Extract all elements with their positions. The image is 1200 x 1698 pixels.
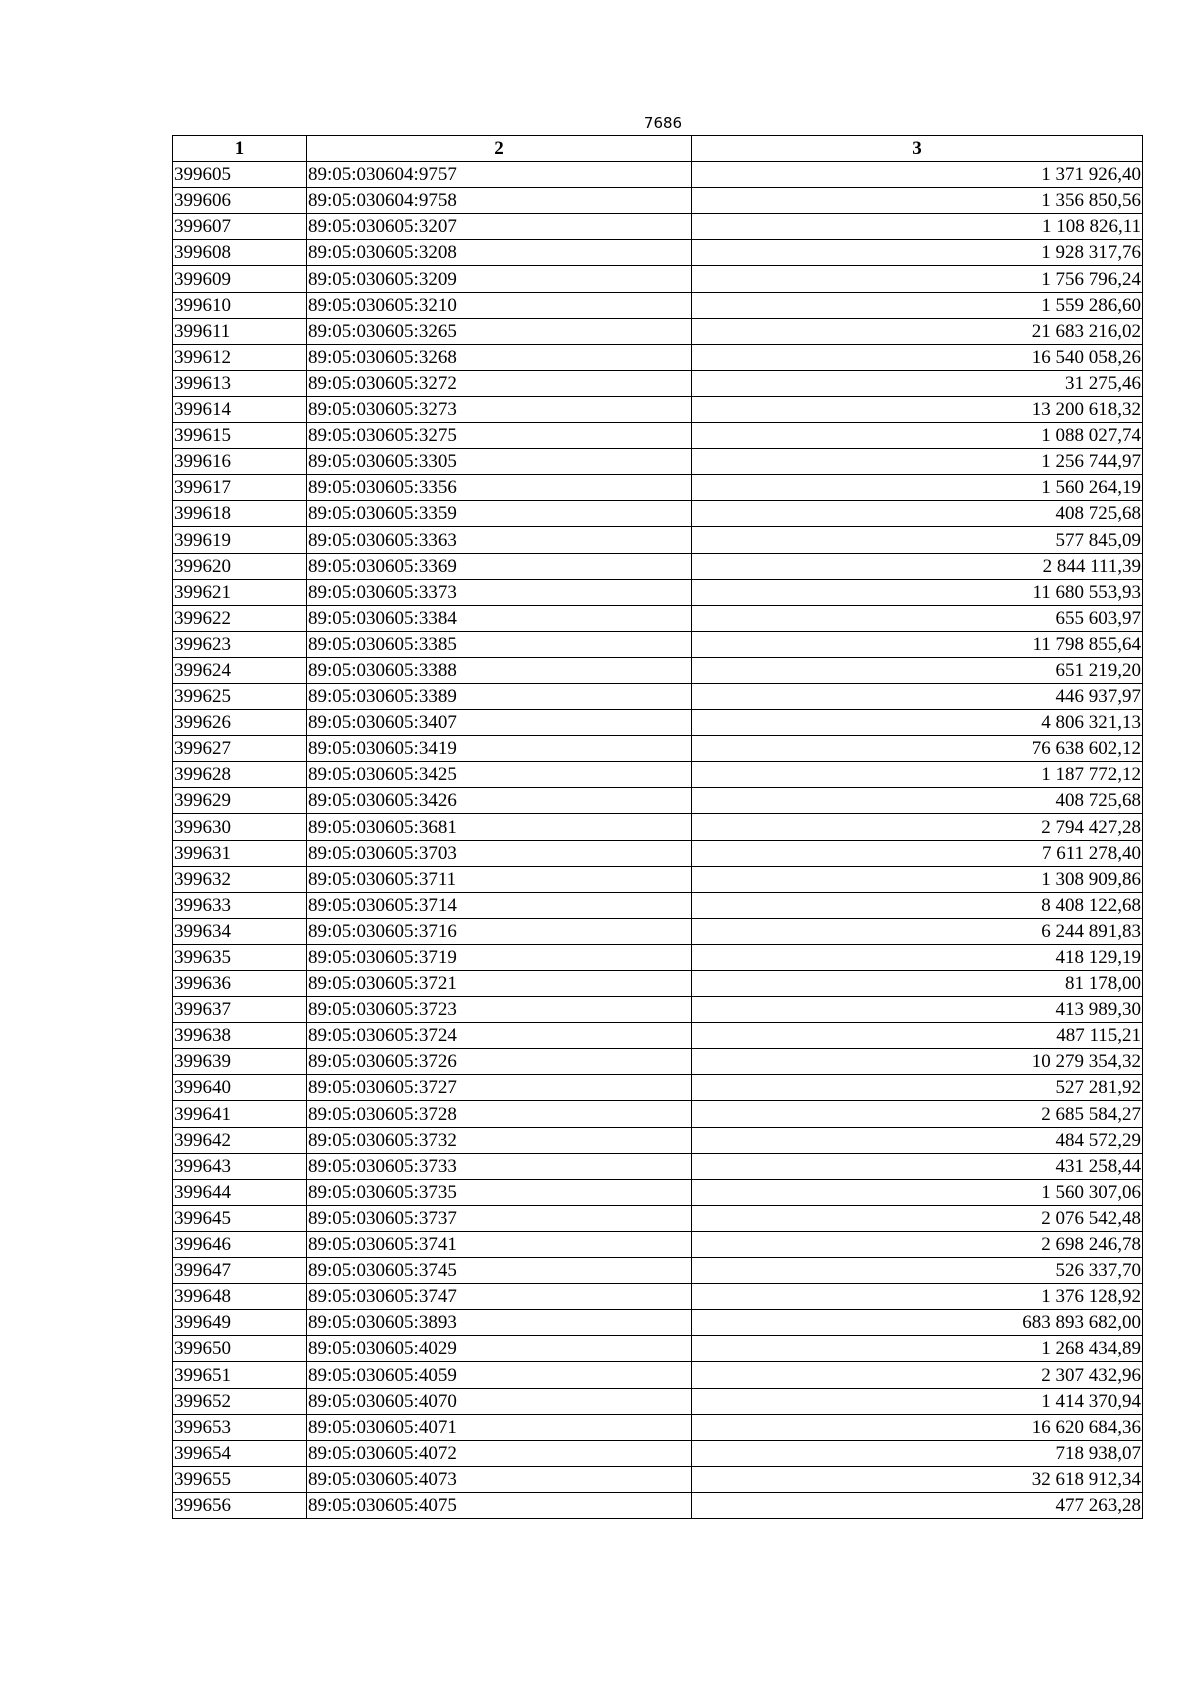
table-row: [173, 1362, 1143, 1388]
table-row: [173, 840, 1143, 866]
cadastral-number-cell: 89:05:030605:3207: [307, 214, 692, 240]
value-cell: 487 115,21: [692, 1023, 1143, 1049]
value-cell: 32 618 912,34: [692, 1466, 1143, 1492]
row-number-cell: 399656: [173, 1492, 307, 1518]
table-row: [173, 344, 1143, 370]
value-cell: 2 698 246,78: [692, 1231, 1143, 1257]
value-cell: 31 275,46: [692, 370, 1143, 396]
table-row: [173, 188, 1143, 214]
row-number-cell: 399647: [173, 1258, 307, 1284]
table-row: [173, 501, 1143, 527]
page-number: 7686: [643, 114, 683, 132]
row-number-cell: 399611: [173, 318, 307, 344]
value-cell: 527 281,92: [692, 1075, 1143, 1101]
table-row: [173, 1023, 1143, 1049]
table-row: [173, 318, 1143, 344]
table-row: [173, 214, 1143, 240]
table-row: [173, 736, 1143, 762]
table-row: [173, 1049, 1143, 1075]
row-number-cell: 399623: [173, 631, 307, 657]
cadastral-number-cell: 89:05:030605:3272: [307, 370, 692, 396]
row-number-cell: 399620: [173, 553, 307, 579]
value-cell: 1 560 307,06: [692, 1179, 1143, 1205]
table-row: [173, 944, 1143, 970]
cadastral-number-cell: 89:05:030605:3209: [307, 266, 692, 292]
cadastral-number-cell: 89:05:030605:3385: [307, 631, 692, 657]
cadastral-number-cell: 89:05:030605:4071: [307, 1414, 692, 1440]
value-cell: 4 806 321,13: [692, 710, 1143, 736]
cadastral-number-cell: 89:05:030605:3711: [307, 866, 692, 892]
cadastral-number-cell: 89:05:030605:3275: [307, 423, 692, 449]
table-row: [173, 449, 1143, 475]
cadastral-number-cell: 89:05:030605:3305: [307, 449, 692, 475]
row-number-cell: 399615: [173, 423, 307, 449]
cadastral-number-cell: 89:05:030605:3728: [307, 1101, 692, 1127]
row-number-cell: 399625: [173, 683, 307, 709]
value-cell: 408 725,68: [692, 501, 1143, 527]
table-row: [173, 579, 1143, 605]
table-row: [173, 866, 1143, 892]
value-cell: 2 076 542,48: [692, 1205, 1143, 1231]
value-cell: 1 356 850,56: [692, 188, 1143, 214]
row-number-cell: 399636: [173, 971, 307, 997]
value-cell: 1 187 772,12: [692, 762, 1143, 788]
row-number-cell: 399648: [173, 1284, 307, 1310]
value-cell: 2 307 432,96: [692, 1362, 1143, 1388]
cadastral-number-cell: 89:05:030605:3208: [307, 240, 692, 266]
cadastral-number-cell: 89:05:030605:3747: [307, 1284, 692, 1310]
cadastral-number-cell: 89:05:030605:4073: [307, 1466, 692, 1492]
row-number-cell: 399632: [173, 866, 307, 892]
table-row: [173, 266, 1143, 292]
row-number-cell: 399639: [173, 1049, 307, 1075]
row-number-cell: 399634: [173, 918, 307, 944]
value-cell: 16 540 058,26: [692, 344, 1143, 370]
row-number-cell: 399612: [173, 344, 307, 370]
value-cell: 683 893 682,00: [692, 1310, 1143, 1336]
row-number-cell: 399635: [173, 944, 307, 970]
cadastral-number-cell: 89:05:030605:3723: [307, 997, 692, 1023]
row-number-cell: 399631: [173, 840, 307, 866]
table-row: [173, 1179, 1143, 1205]
row-number-cell: 399626: [173, 710, 307, 736]
cadastral-number-cell: 89:05:030605:4029: [307, 1336, 692, 1362]
cadastral-number-cell: 89:05:030605:3384: [307, 605, 692, 631]
value-cell: 408 725,68: [692, 788, 1143, 814]
row-number-cell: 399637: [173, 997, 307, 1023]
row-number-cell: 399638: [173, 1023, 307, 1049]
row-number-cell: 399642: [173, 1127, 307, 1153]
cadastral-number-cell: 89:05:030605:3733: [307, 1153, 692, 1179]
row-number-cell: 399654: [173, 1440, 307, 1466]
value-cell: 1 308 909,86: [692, 866, 1143, 892]
cadastral-number-cell: 89:05:030605:3721: [307, 971, 692, 997]
table-row: [173, 527, 1143, 553]
cadastral-number-cell: 89:05:030605:3363: [307, 527, 692, 553]
value-cell: 651 219,20: [692, 657, 1143, 683]
table-row: [173, 475, 1143, 501]
cadastral-number-cell: 89:05:030605:3745: [307, 1258, 692, 1284]
value-cell: 11 798 855,64: [692, 631, 1143, 657]
value-cell: 1 756 796,24: [692, 266, 1143, 292]
value-cell: 526 337,70: [692, 1258, 1143, 1284]
row-number-cell: 399633: [173, 892, 307, 918]
row-number-cell: 399609: [173, 266, 307, 292]
table-row: [173, 997, 1143, 1023]
table-row: [173, 1466, 1143, 1492]
value-cell: 1 376 128,92: [692, 1284, 1143, 1310]
cadastral-number-cell: 89:05:030605:3426: [307, 788, 692, 814]
cadastral-number-cell: 89:05:030605:4070: [307, 1388, 692, 1414]
row-number-cell: 399622: [173, 605, 307, 631]
cadastral-number-cell: 89:05:030605:4075: [307, 1492, 692, 1518]
cadastral-number-cell: 89:05:030605:3265: [307, 318, 692, 344]
table-row: [173, 1492, 1143, 1518]
value-cell: 1 108 826,11: [692, 214, 1143, 240]
row-number-cell: 399624: [173, 657, 307, 683]
row-number-cell: 399610: [173, 292, 307, 318]
cadastral-number-cell: 89:05:030605:3724: [307, 1023, 692, 1049]
cadastral-number-cell: 89:05:030605:3419: [307, 736, 692, 762]
row-number-cell: 399616: [173, 449, 307, 475]
table-row: [173, 1388, 1143, 1414]
row-number-cell: 399643: [173, 1153, 307, 1179]
value-cell: 7 611 278,40: [692, 840, 1143, 866]
row-number-cell: 399613: [173, 370, 307, 396]
table-row: [173, 1153, 1143, 1179]
row-number-cell: 399618: [173, 501, 307, 527]
row-number-cell: 399644: [173, 1179, 307, 1205]
table-row: [173, 918, 1143, 944]
value-cell: 2 844 111,39: [692, 553, 1143, 579]
value-cell: 81 178,00: [692, 971, 1143, 997]
value-cell: 2 685 584,27: [692, 1101, 1143, 1127]
value-cell: 1 268 434,89: [692, 1336, 1143, 1362]
table-row: [173, 370, 1143, 396]
value-cell: 431 258,44: [692, 1153, 1143, 1179]
cadastral-number-cell: 89:05:030605:3714: [307, 892, 692, 918]
table-row: [173, 1284, 1143, 1310]
table-row: [173, 1231, 1143, 1257]
table-header-row: [173, 136, 1143, 162]
row-number-cell: 399630: [173, 814, 307, 840]
cadastral-number-cell: 89:05:030604:9758: [307, 188, 692, 214]
value-cell: 484 572,29: [692, 1127, 1143, 1153]
row-number-cell: 399653: [173, 1414, 307, 1440]
value-cell: 76 638 602,12: [692, 736, 1143, 762]
row-number-cell: 399640: [173, 1075, 307, 1101]
cadastral-number-cell: 89:05:030605:3268: [307, 344, 692, 370]
cadastral-number-cell: 89:05:030605:3210: [307, 292, 692, 318]
value-cell: 655 603,97: [692, 605, 1143, 631]
value-cell: 16 620 684,36: [692, 1414, 1143, 1440]
row-number-cell: 399619: [173, 527, 307, 553]
value-cell: 6 244 891,83: [692, 918, 1143, 944]
value-cell: 8 408 122,68: [692, 892, 1143, 918]
value-cell: 1 414 370,94: [692, 1388, 1143, 1414]
table-row: [173, 814, 1143, 840]
cadastral-number-cell: 89:05:030605:4072: [307, 1440, 692, 1466]
value-cell: 718 938,07: [692, 1440, 1143, 1466]
cadastral-number-cell: 89:05:030605:3735: [307, 1179, 692, 1205]
value-cell: 11 680 553,93: [692, 579, 1143, 605]
cadastral-number-cell: 89:05:030605:3359: [307, 501, 692, 527]
cadastral-number-cell: 89:05:030605:3425: [307, 762, 692, 788]
value-cell: 10 279 354,32: [692, 1049, 1143, 1075]
table-row: [173, 1127, 1143, 1153]
value-cell: 1 371 926,40: [692, 162, 1143, 188]
table-row: [173, 292, 1143, 318]
table-row: [173, 1258, 1143, 1284]
table-row: [173, 240, 1143, 266]
table-row: [173, 1310, 1143, 1336]
row-number-cell: 399617: [173, 475, 307, 501]
table-row: [173, 971, 1143, 997]
column-header-2: 2: [307, 136, 692, 162]
cadastral-number-cell: 89:05:030605:3681: [307, 814, 692, 840]
cadastral-number-cell: 89:05:030605:3388: [307, 657, 692, 683]
cadastral-number-cell: 89:05:030605:3893: [307, 1310, 692, 1336]
table-row: [173, 892, 1143, 918]
row-number-cell: 399627: [173, 736, 307, 762]
table-row: [173, 762, 1143, 788]
table-row: [173, 710, 1143, 736]
cadastral-number-cell: 89:05:030605:3741: [307, 1231, 692, 1257]
table-row: [173, 1101, 1143, 1127]
cadastral-number-cell: 89:05:030605:3356: [307, 475, 692, 501]
value-cell: 446 937,97: [692, 683, 1143, 709]
cadastral-number-cell: 89:05:030605:3732: [307, 1127, 692, 1153]
table-row: [173, 788, 1143, 814]
value-cell: 418 129,19: [692, 944, 1143, 970]
value-cell: 2 794 427,28: [692, 814, 1143, 840]
row-number-cell: 399608: [173, 240, 307, 266]
row-number-cell: 399628: [173, 762, 307, 788]
table-body: [173, 162, 1143, 1519]
table-row: [173, 657, 1143, 683]
table-row: [173, 396, 1143, 422]
table-row: [173, 683, 1143, 709]
row-number-cell: 399652: [173, 1388, 307, 1414]
cadastral-number-cell: 89:05:030605:4059: [307, 1362, 692, 1388]
cadastral-number-cell: 89:05:030605:3273: [307, 396, 692, 422]
value-cell: 13 200 618,32: [692, 396, 1143, 422]
value-cell: 1 560 264,19: [692, 475, 1143, 501]
row-number-cell: 399606: [173, 188, 307, 214]
value-cell: 1 256 744,97: [692, 449, 1143, 475]
value-cell: 21 683 216,02: [692, 318, 1143, 344]
cadastral-number-cell: 89:05:030604:9757: [307, 162, 692, 188]
value-cell: 477 263,28: [692, 1492, 1143, 1518]
row-number-cell: 399621: [173, 579, 307, 605]
cadastral-number-cell: 89:05:030605:3737: [307, 1205, 692, 1231]
row-number-cell: 399651: [173, 1362, 307, 1388]
cadastral-number-cell: 89:05:030605:3369: [307, 553, 692, 579]
value-cell: 1 559 286,60: [692, 292, 1143, 318]
table-row: [173, 1075, 1143, 1101]
column-header-1: 1: [173, 136, 307, 162]
table-row: [173, 1440, 1143, 1466]
row-number-cell: 399646: [173, 1231, 307, 1257]
row-number-cell: 399650: [173, 1336, 307, 1362]
table-row: [173, 1336, 1143, 1362]
cadastral-number-cell: 89:05:030605:3407: [307, 710, 692, 736]
table-row: [173, 631, 1143, 657]
row-number-cell: 399641: [173, 1101, 307, 1127]
cadastral-number-cell: 89:05:030605:3726: [307, 1049, 692, 1075]
row-number-cell: 399645: [173, 1205, 307, 1231]
cadastral-number-cell: 89:05:030605:3727: [307, 1075, 692, 1101]
table-row: [173, 1414, 1143, 1440]
data-table: [172, 135, 1143, 1519]
table-row: [173, 162, 1143, 188]
table-row: [173, 553, 1143, 579]
row-number-cell: 399655: [173, 1466, 307, 1492]
row-number-cell: 399605: [173, 162, 307, 188]
cadastral-number-cell: 89:05:030605:3719: [307, 944, 692, 970]
row-number-cell: 399629: [173, 788, 307, 814]
cadastral-number-cell: 89:05:030605:3373: [307, 579, 692, 605]
cadastral-number-cell: 89:05:030605:3703: [307, 840, 692, 866]
value-cell: 1 088 027,74: [692, 423, 1143, 449]
row-number-cell: 399614: [173, 396, 307, 422]
row-number-cell: 399649: [173, 1310, 307, 1336]
cadastral-number-cell: 89:05:030605:3389: [307, 683, 692, 709]
cadastral-number-cell: 89:05:030605:3716: [307, 918, 692, 944]
table-row: [173, 605, 1143, 631]
table-row: [173, 423, 1143, 449]
value-cell: 1 928 317,76: [692, 240, 1143, 266]
table-row: [173, 1205, 1143, 1231]
value-cell: 413 989,30: [692, 997, 1143, 1023]
column-header-3: 3: [692, 136, 1143, 162]
value-cell: 577 845,09: [692, 527, 1143, 553]
row-number-cell: 399607: [173, 214, 307, 240]
